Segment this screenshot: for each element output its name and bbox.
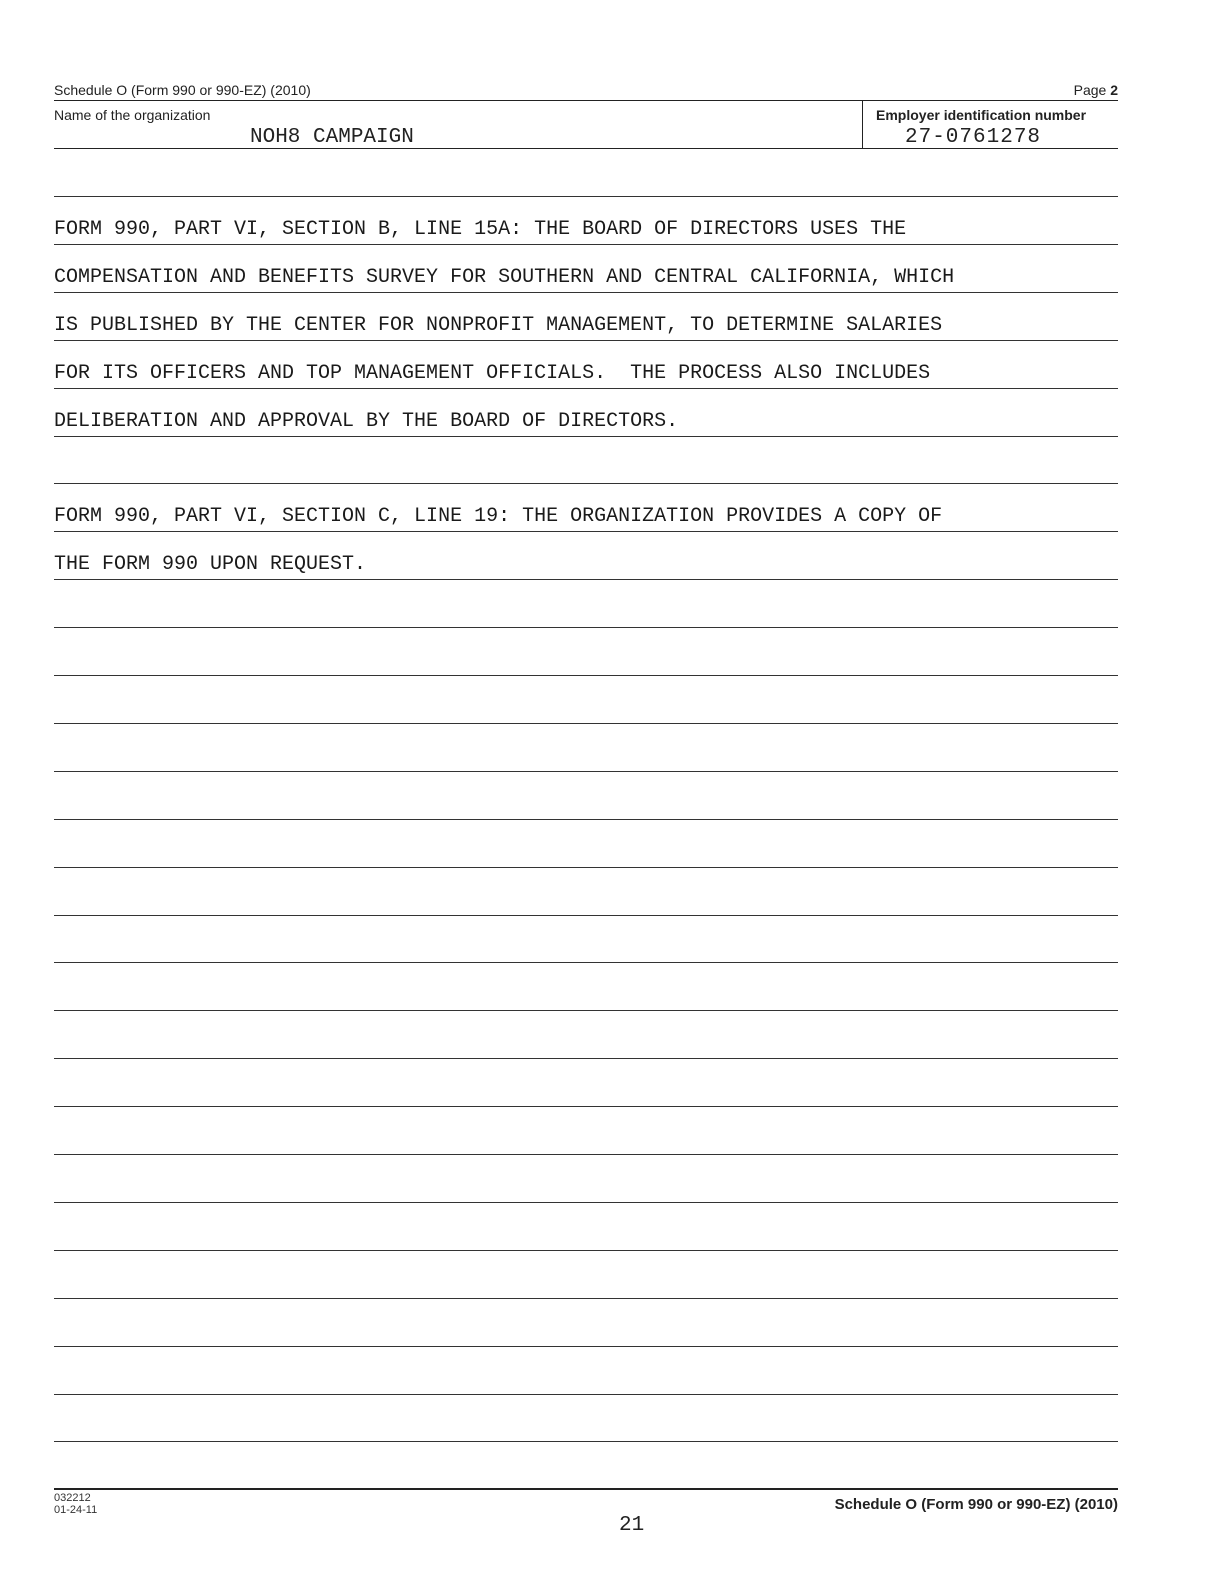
page-label: Page — [1073, 82, 1107, 98]
explanation-line-text: IS PUBLISHED BY THE CENTER FOR NONPROFIT MANAGEMENT, TO DETERMINE SALARIES — [54, 313, 943, 337]
ruled-line — [54, 244, 1118, 245]
ruled-line — [54, 915, 1118, 916]
explanation-line-text: FORM 990, PART VI, SECTION B, LINE 15A: THE BOARD OF DIRECTORS USES THE — [54, 217, 907, 241]
ruled-line — [54, 1106, 1118, 1107]
ruled-line — [54, 292, 1118, 293]
page-number: 2 — [1110, 82, 1118, 98]
header-bottom-rule — [54, 148, 1118, 149]
ruled-line — [54, 627, 1118, 628]
ruled-line — [54, 436, 1118, 437]
ruled-line — [54, 531, 1118, 532]
ruled-line — [54, 579, 1118, 580]
ruled-line — [54, 1154, 1118, 1155]
footer-form-title: Schedule O (Form 990 or 990-EZ) (2010) — [834, 1496, 1118, 1513]
ruled-line — [54, 819, 1118, 820]
page-indicator — [1074, 82, 1118, 98]
ruled-line — [54, 771, 1118, 772]
explanation-line-text: THE FORM 990 UPON REQUEST. — [54, 553, 367, 577]
ruled-line — [54, 675, 1118, 676]
form-code — [54, 1492, 97, 1516]
form-code-date: 01-24-11 — [54, 1504, 98, 1516]
ruled-line — [54, 340, 1118, 341]
form-code-number: 032212 — [54, 1492, 91, 1504]
explanation-line-text: DELIBERATION AND APPROVAL BY THE BOARD OF DIRECTORS. — [54, 409, 679, 433]
explanation-line-text: FOR ITS OFFICERS AND TOP MANAGEMENT OFFICIALS. THE PROCESS ALSO INCLUDES — [54, 361, 931, 385]
ruled-line — [54, 483, 1118, 484]
header-divider — [862, 100, 863, 149]
explanation-line-text: FORM 990, PART VI, SECTION C, LINE 19: THE ORGANIZATION PROVIDES A COPY OF — [54, 505, 943, 529]
ruled-line — [54, 867, 1118, 868]
ruled-line — [54, 388, 1118, 389]
ruled-line — [54, 962, 1118, 963]
ruled-line — [54, 1346, 1118, 1347]
ruled-line — [54, 723, 1118, 724]
footer-rule — [54, 1488, 1118, 1490]
ruled-line — [54, 1058, 1118, 1059]
ruled-line — [54, 1298, 1118, 1299]
ruled-line — [54, 1202, 1118, 1203]
ruled-line — [54, 1250, 1118, 1251]
scan-page-number: 21 — [619, 1514, 645, 1537]
ruled-line — [54, 196, 1118, 197]
org-name-label: Name of the organization — [54, 107, 211, 123]
ruled-line — [54, 1010, 1118, 1011]
explanation-line-text: COMPENSATION AND BENEFITS SURVEY FOR SOUTHERN AND CENTRAL CALIFORNIA, WHICH — [54, 265, 955, 289]
org-name-value: NOH8 CAMPAIGN — [250, 126, 414, 149]
ein-value: 27-0761278 — [905, 126, 1042, 149]
ein-label: Employer identification number — [876, 107, 1087, 123]
ruled-line — [54, 1441, 1118, 1442]
ruled-line — [54, 1394, 1118, 1395]
header-top-rule — [54, 100, 1118, 101]
form-title: Schedule O (Form 990 or 990-EZ) (2010) — [54, 82, 311, 98]
